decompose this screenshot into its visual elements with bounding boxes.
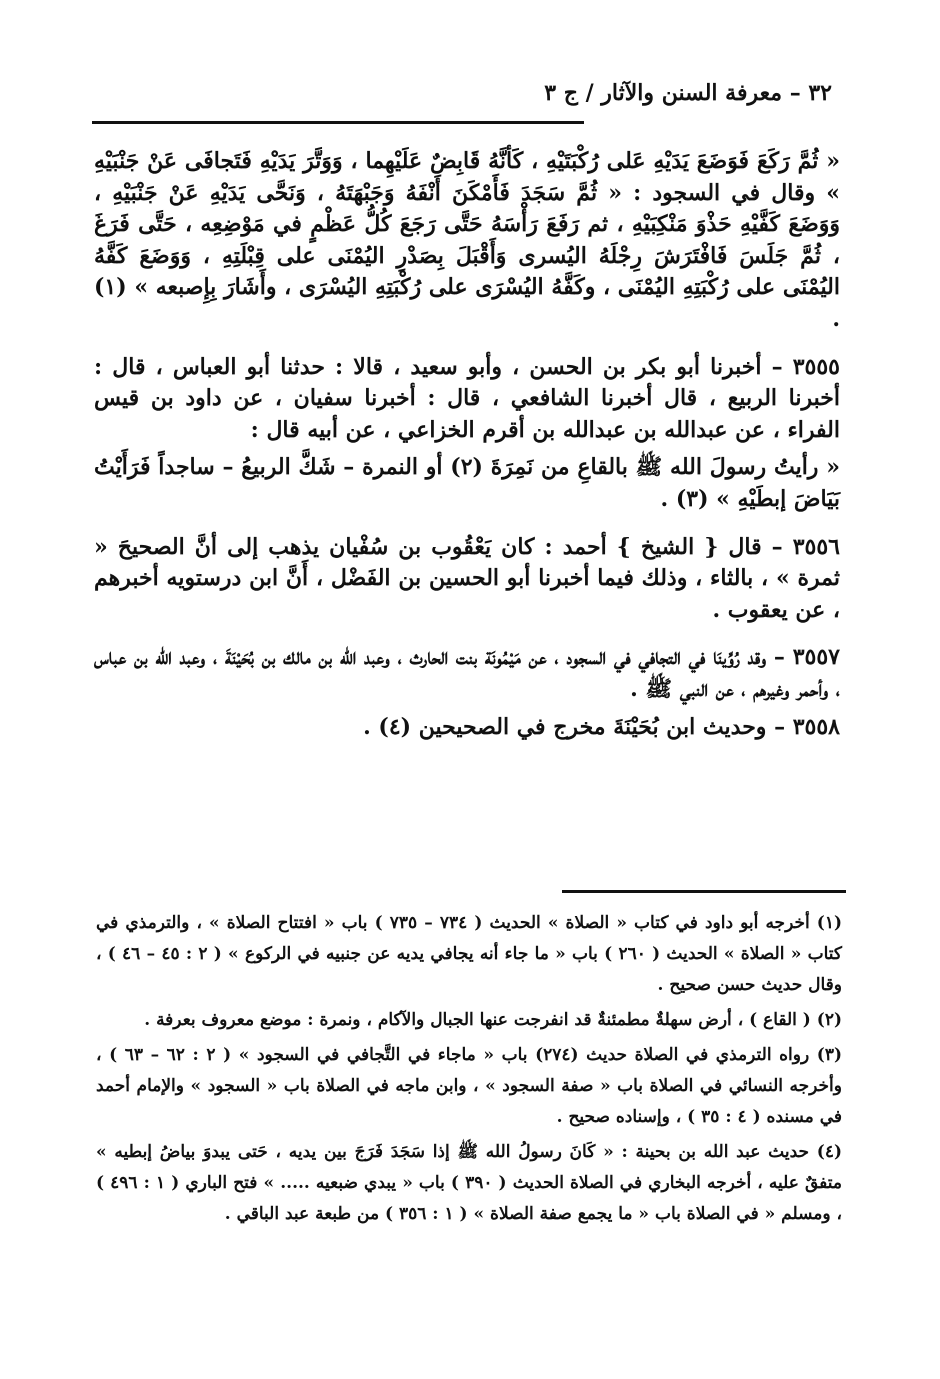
footnote-4: (٤) حديث عبد الله بن بحينة : « كَانَ رسولُ الله ﷺ إذا سَجَدَ فَرَجَ بين يديه ، حَتى يبدوَ بياضُ إبطيه » متفقٌ عليه ، أخرجه البخاري في الصلاة الحديث ( ٣٩٠ ) باب « يبدي ضبعيه ..... » فتح الباري ( ١ : ٤٩٦ ) ، ومسلم « في الصلاة باب « ما يجمع صفة الصلاة » ( ١ : ٣٥٦ ) من طبعة عبد الباقي . xyxy=(96,1142,842,1224)
header-rule xyxy=(92,121,584,124)
footnote-3: (٣) رواه الترمذي في الصلاة حديث (٢٧٤) باب « ماجاء في التَّجافي في السجود » ( ٢ : ٦٢ – ٦٣ ) ، وأخرجه النسائي في الصلاة باب « صفة السجود » ، وابن ماجه في الصلاة باب « السجود » والإمام أحمد في مسنده ( ٤ : ٣٥ ) ، وإسناده صحيح . xyxy=(96,1045,843,1127)
footnote-rule xyxy=(562,890,846,893)
paragraph-3555-quote: « رأيتُ رسولَ الله ﷺ بالقاعِ من نَمِرَةَ (٢) أو النمرة – شَكَّ الربيعُ – ساجداً فَرَأَيْتُ بَيَاضَ إبطَيْهِ » (٣) . xyxy=(94,454,840,512)
footnote-1: (١) أخرجه أبو داود في كتاب « الصلاة » الحديث ( ٧٣٤ – ٧٣٥ ) باب « افتتاح الصلاة » ، والترمذي في كتاب « الصلاة » الحديث ( ٢٦٠ ) باب « ما جاء أنه يجافي يديه عن جنبيه في الركوع » ( ٢ : ٤٥ – ٤٦ ) ، وقال حديث حسن صحيح . xyxy=(96,913,843,995)
paragraph-3557: ٣٥٥٧ – وقد رُوِّينَا في التجافي في السجود ، عن مَيْمُونَة بنت الحارث ، وعبد الله بن مالك بن بُحَيْنَةَ ، وعبد الله بن عباس ، وأحمر وغيرهم ، عن النبي ﷺ . xyxy=(94,644,840,702)
paragraph-3555: ٣٥٥٥ – أخبرنا أبو بكر بن الحسن ، وأبو سعيد ، قالا : حدثنا أبو العباس ، قال : أخبرنا الربيع ، قال أخبرنا الشافعي ، قال : أخبرنا سفيان ، عن داود بن قيس الفراء ، عن عبدالله بن عبدالله بن أقرم الخزاعي ، عن أبيه قال : xyxy=(94,353,840,443)
main-text xyxy=(94,146,840,743)
paragraph-3556: ٣٥٥٦ – قال { الشيخ } أحمد : كان يَعْقُوب بن سُفْيان يذهب إلى أنَّ الصحيحَ « ثمرة » ، بالثاء ، وذلك فيما أخبرنا أبو الحسين بن الفَضْل ، أَنَّ ابن درستويه أخبرهم ، عن يعقوب . xyxy=(94,533,840,623)
footnotes xyxy=(96,908,842,1234)
running-header: ٣٢ – معرفة السنن والآثار / ج ٣ xyxy=(544,80,832,106)
paragraph-3558: ٣٥٥٨ – وحديث ابن بُحَيْنَةَ مخرج في الصحيحين (٤) . xyxy=(363,713,840,740)
footnote-2: (٢) ( القاع ) ، أرض سهلةٌ مطمئنةٌ قد انفرجت عنها الجبال والآكام ، ونمرة : موضع معروف بعرفة . xyxy=(144,1010,842,1030)
paragraph-hadith-text: « ثُمَّ رَكَعَ فَوَضَعَ يَدَيْهِ عَلى رُكْبَتَيْهِ ، كَأنَّهُ قَابِضٌ عَلَيْهِما ، وَوَتَّرَ يَدَيْهِ فَتَجافَى عَنْ جَنْبَيْهِ » وقال في السجود : « ثُمَّ سَجَدَ فَأَمْكَنَ أَنْفَهُ وَجَبْهَتَهُ ، وَنَحَّى يَدَيْهِ عَنْ جَنْبَيْهِ ، وَوَضَعَ كَفَّيْهِ حَذْوَ مَنْكِبَيْهِ ، ثم رَفَعَ رَأْسَهُ حَتَّى رَجَعَ كُلُّ عَظْمٍ في مَوْضِعِه ، حَتَّى فَرَغَ ، ثُمَّ جَلَسَ فَافْتَرَشَ رِجْلَهُ اليُسرى وَأَقْبَلَ بِصَدْرِ اليُمْنَى على قِبْلَتِهِ ، وَوَضَعَ كَفَّهُ اليُمْنَى على رُكْبَتِهِ اليُمْنَى ، وكَفَّهُ اليُسْرَى على رُكْبَتِهِ اليُسْرَى ، وأَشَارَ بِإِصبعه » (١) . xyxy=(94,148,840,332)
